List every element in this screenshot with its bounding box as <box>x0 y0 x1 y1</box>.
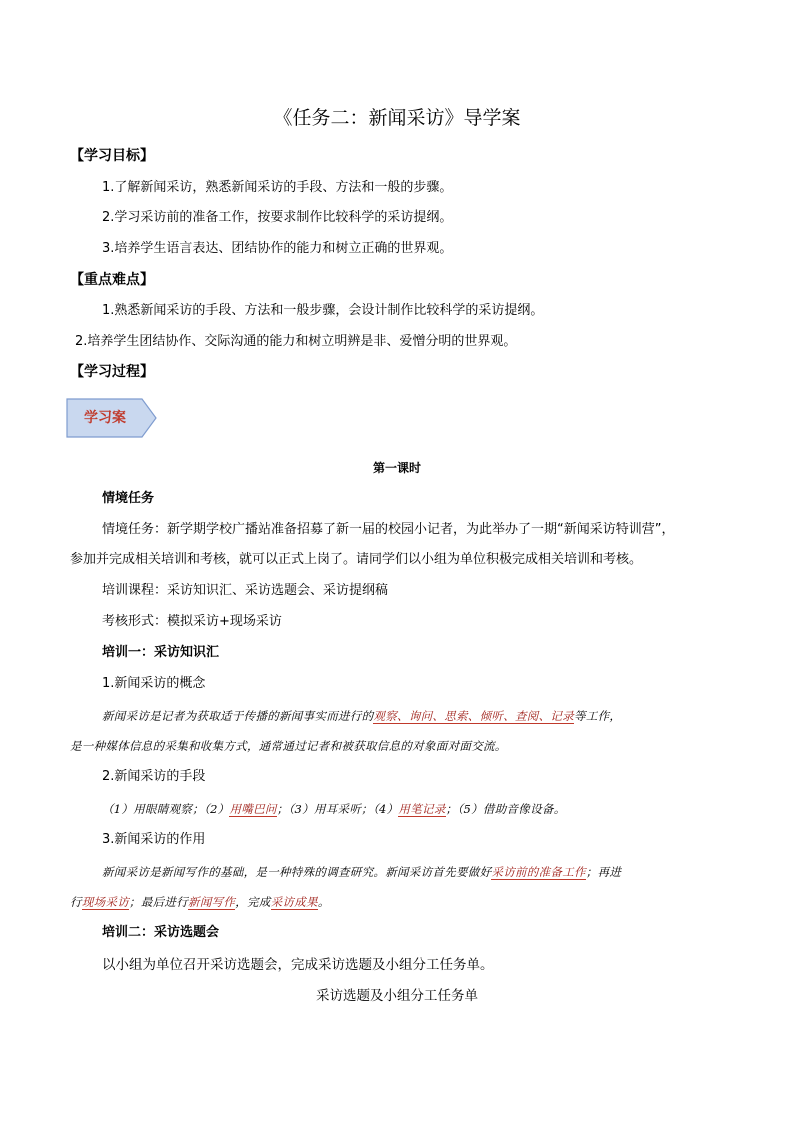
training-course: 培训课程：采访知识汇、采访选题会、采访提纲稿 <box>102 583 389 598</box>
page-title: 《任务二：新闻采访》导学案 <box>273 107 521 129</box>
concept-text-post: 等工作， <box>574 709 622 723</box>
key-points-heading: 【重点难点】 <box>70 272 154 288</box>
role-text-pre: 新闻采访是新闻写作的基础，是一种特殊的调查研究。新闻采访首先要做好 <box>102 865 492 879</box>
means-answer-2: 用笔记录 <box>398 802 446 816</box>
concept-line-2: 是一种媒体信息的采集和收集方式，通常通过记者和被获取信息的对象面对面交流。 <box>70 739 507 753</box>
role-text-mid2: ；最后进行 <box>129 895 189 909</box>
key-point-item-2: 2.培养学生团结协作、交际沟通的能力和树立明辨是非、爱憎分明的世界观。 <box>75 334 517 349</box>
role-text-mid3: ，完成 <box>235 895 271 909</box>
role-answer-1: 采访前的准备工作 <box>491 865 586 879</box>
training1-heading: 培训一：采访知识汇 <box>102 645 220 660</box>
goal-item-2: 2.学习采访前的准备工作，按要求制作比较科学的采访提纲。 <box>102 210 453 225</box>
lesson-title: 第一课时 <box>372 461 421 475</box>
table-caption: 采访选题及小组分工任务单 <box>316 988 478 1004</box>
concept-text-pre: 新闻采访是记者为获取适于传播的新闻事实而进行的 <box>102 709 374 723</box>
role-answer-2: 现场采访 <box>81 895 130 909</box>
role-line-1 <box>102 864 621 880</box>
role-line-2 <box>70 894 330 910</box>
role-answer-4: 采访成果 <box>270 895 318 909</box>
means-heading: 2.新闻采访的手段 <box>102 769 206 784</box>
process-heading: 【学习过程】 <box>70 364 154 380</box>
role-text-pre2: 行 <box>70 895 82 909</box>
scenario-heading: 情境任务 <box>102 491 155 506</box>
assessment-form: 考核形式：模拟采访+现场采访 <box>102 614 282 629</box>
role-answer-3: 新闻写作 <box>188 895 236 909</box>
scenario-line-1: 情境任务：新学期学校广播站准备招募了新一届的校园小记者，为此举办了一期“新闻采访特训营”， <box>102 522 675 537</box>
role-text-end: 。 <box>317 895 330 909</box>
goal-item-3: 3.培养学生语言表达、团结协作的能力和树立正确的世界观。 <box>102 241 453 256</box>
means-text-2: ；（3）用耳采听；（4） <box>276 802 399 816</box>
means-answer-1: 用嘴巴问 <box>229 802 277 816</box>
role-text-mid: ；再进 <box>585 865 622 879</box>
goals-heading: 【学习目标】 <box>70 148 154 164</box>
key-point-item-1: 1.熟悉新闻采访的手段、方法和一般步骤，会设计制作比较科学的采访提纲。 <box>102 303 544 318</box>
means-line <box>102 801 566 817</box>
training2-text: 以小组为单位召开采访选题会，完成采访选题及小组分工任务单。 <box>102 957 494 973</box>
concept-heading: 1.新闻采访的概念 <box>102 676 206 691</box>
role-heading: 3.新闻采访的作用 <box>102 832 206 847</box>
means-text-1: （1）用眼睛观察；（2） <box>102 802 230 816</box>
training2-heading: 培训二：采访选题会 <box>102 925 220 940</box>
means-text-3: ；（5）借助音像设备。 <box>445 802 566 816</box>
badge-label: 学习案 <box>84 410 126 426</box>
study-plan-badge <box>66 398 158 438</box>
goal-item-1: 1.了解新闻采访，熟悉新闻采访的手段、方法和一般的步骤。 <box>102 180 453 195</box>
concept-line-1 <box>102 708 621 724</box>
scenario-line-2: 参加并完成相关培训和考核，就可以正式上岗了。请同学们以小组为单位积极完成相关培训和考核。 <box>70 552 643 567</box>
concept-answer: 观察、询问、思索、倾听、查阅、记录 <box>373 709 575 723</box>
